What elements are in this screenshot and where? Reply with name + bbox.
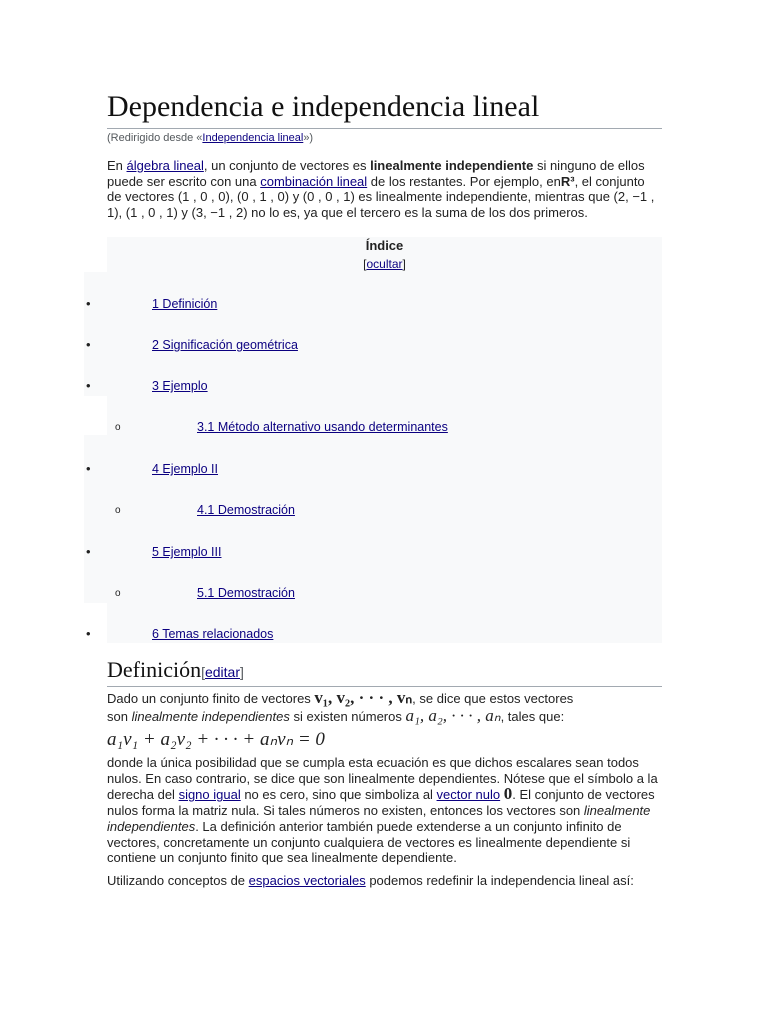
- toc-item-link[interactable]: 4 Ejemplo II: [152, 462, 219, 476]
- intro-text: , el conjunto de vectores (1 , 0 , 0), (0 , 1 , 0) y (0 , 0 , 1) es linealmente independiente, mientras que (2, −1 , 1), (1 , 0 , 1) y (3, −1 , 2) no lo es, ya que el tercero es la suma de los dos primeros.: [107, 173, 655, 220]
- def-text: , tales que:: [500, 709, 565, 724]
- section-heading-definicion: [107, 657, 662, 687]
- zero-vector-symbol: 0: [503, 784, 513, 804]
- edit-bracket: [: [201, 664, 205, 680]
- intro-bold: linealmente independiente: [370, 158, 534, 173]
- r3-symbol: R³: [560, 173, 575, 189]
- scalar-list: a₁, a₂, · · · , aₙ: [405, 706, 501, 725]
- formula-text: a₁v₁ + a₂v₂ + · · · + aₙvₙ = 0: [107, 729, 325, 750]
- edit-bracket: ]: [240, 664, 244, 680]
- toc-toggle-bracket: [: [363, 257, 367, 271]
- definition-paragraph: [107, 689, 662, 726]
- espacios-vectoriales-link[interactable]: espacios vectoriales: [248, 873, 366, 888]
- vector-list: v₁, v₂, · · · , vₙ: [314, 688, 413, 707]
- redirect-prefix: (Redirigido desde «: [107, 132, 203, 144]
- body-text: . La definición anterior también puede extenderse a un conjunto infinito de vectores, concretamente un conjunto cualquiera de vectores es linealmente dependiente si contiene un conjunto finito que sea linealmente dependiente.: [107, 818, 631, 866]
- toc-bullet: •: [86, 296, 91, 311]
- body-italic: linealmente independientes: [107, 803, 651, 834]
- def-text: Dado un conjunto finito de vectores: [107, 691, 315, 706]
- toc-sub-bullet: o: [115, 422, 121, 433]
- last-paragraph: [107, 873, 634, 888]
- toc-hide-link[interactable]: ocultar: [366, 257, 403, 271]
- def-text: son: [107, 709, 132, 724]
- combinacion-lineal-link[interactable]: combinación lineal: [260, 173, 368, 189]
- toc-title: Índice: [365, 238, 404, 253]
- toc-bullet: •: [86, 378, 91, 393]
- intro-text: , un conjunto de vectores es: [203, 158, 371, 173]
- last-text: podemos redefinir la independencia lineal así:: [365, 873, 634, 888]
- toc-bullet: •: [86, 337, 91, 352]
- intro-paragraph: [107, 158, 662, 220]
- body-text: . El conjunto de vectores nulos forma la matriz nula. Si tales números no existen, entonces los vectores son: [107, 787, 655, 819]
- intro-text: de los restantes. Por ejemplo, en: [367, 173, 561, 189]
- toc-item-link[interactable]: 2 Significación geométrica: [152, 338, 298, 352]
- vector-nulo-link[interactable]: vector nulo: [436, 787, 501, 803]
- signo-igual-link[interactable]: signo igual: [178, 787, 241, 803]
- page-title: Dependencia e independencia lineal: [107, 88, 662, 129]
- toc-item-link[interactable]: 4.1 Demostración: [197, 503, 295, 517]
- last-text: Utilizando conceptos de: [107, 873, 249, 888]
- toc-item-link[interactable]: 5 Ejemplo III: [152, 545, 222, 559]
- def-italic: linealmente independientes: [131, 709, 290, 724]
- toc-item-link[interactable]: 3 Ejemplo: [152, 379, 208, 393]
- toc-toggle-bracket: ]: [402, 257, 406, 271]
- redirect-note: [107, 132, 313, 144]
- toc-bullet: •: [86, 461, 91, 476]
- def-text: si existen números: [289, 709, 406, 724]
- body-text: donde la única posibilidad que se cumpla esta ecuación es que dichos escalares sean todos nulos. En caso contrario, se dice que son linealmente dependientes. Nótese que el símbolo a la derecha del: [107, 755, 658, 803]
- algebra-lineal-link[interactable]: álgebra lineal: [126, 158, 204, 173]
- toc-sub-bullet: o: [115, 505, 121, 516]
- intro-text: En: [107, 158, 127, 173]
- toc-item-link[interactable]: 3.1 Método alternativo usando determinantes: [197, 420, 448, 434]
- toc-item-link[interactable]: 5.1 Demostración: [197, 586, 295, 600]
- toc-bullet: •: [86, 626, 91, 641]
- edit-section: [201, 664, 244, 680]
- redirect-link[interactable]: Independencia lineal: [202, 132, 304, 144]
- def-text: , se dice que estos vectores: [412, 691, 574, 706]
- toc-sub-bullet: o: [115, 588, 121, 599]
- linear-combination-formula: [107, 728, 325, 751]
- body-text: no es cero, sino que simboliza al: [240, 787, 437, 803]
- toc-item-link[interactable]: 1 Definición: [152, 297, 218, 311]
- edit-link[interactable]: editar: [204, 664, 241, 680]
- section-heading-text: Definición: [107, 657, 202, 682]
- toc-toggle: [107, 257, 662, 271]
- redirect-suffix: »): [303, 132, 314, 144]
- toc-bullet: •: [86, 544, 91, 559]
- body-paragraph: [107, 755, 662, 866]
- toc-item-link[interactable]: 6 Temas relacionados: [152, 627, 274, 641]
- intro-text: si ninguno de ellos puede ser escrito con una: [107, 158, 645, 189]
